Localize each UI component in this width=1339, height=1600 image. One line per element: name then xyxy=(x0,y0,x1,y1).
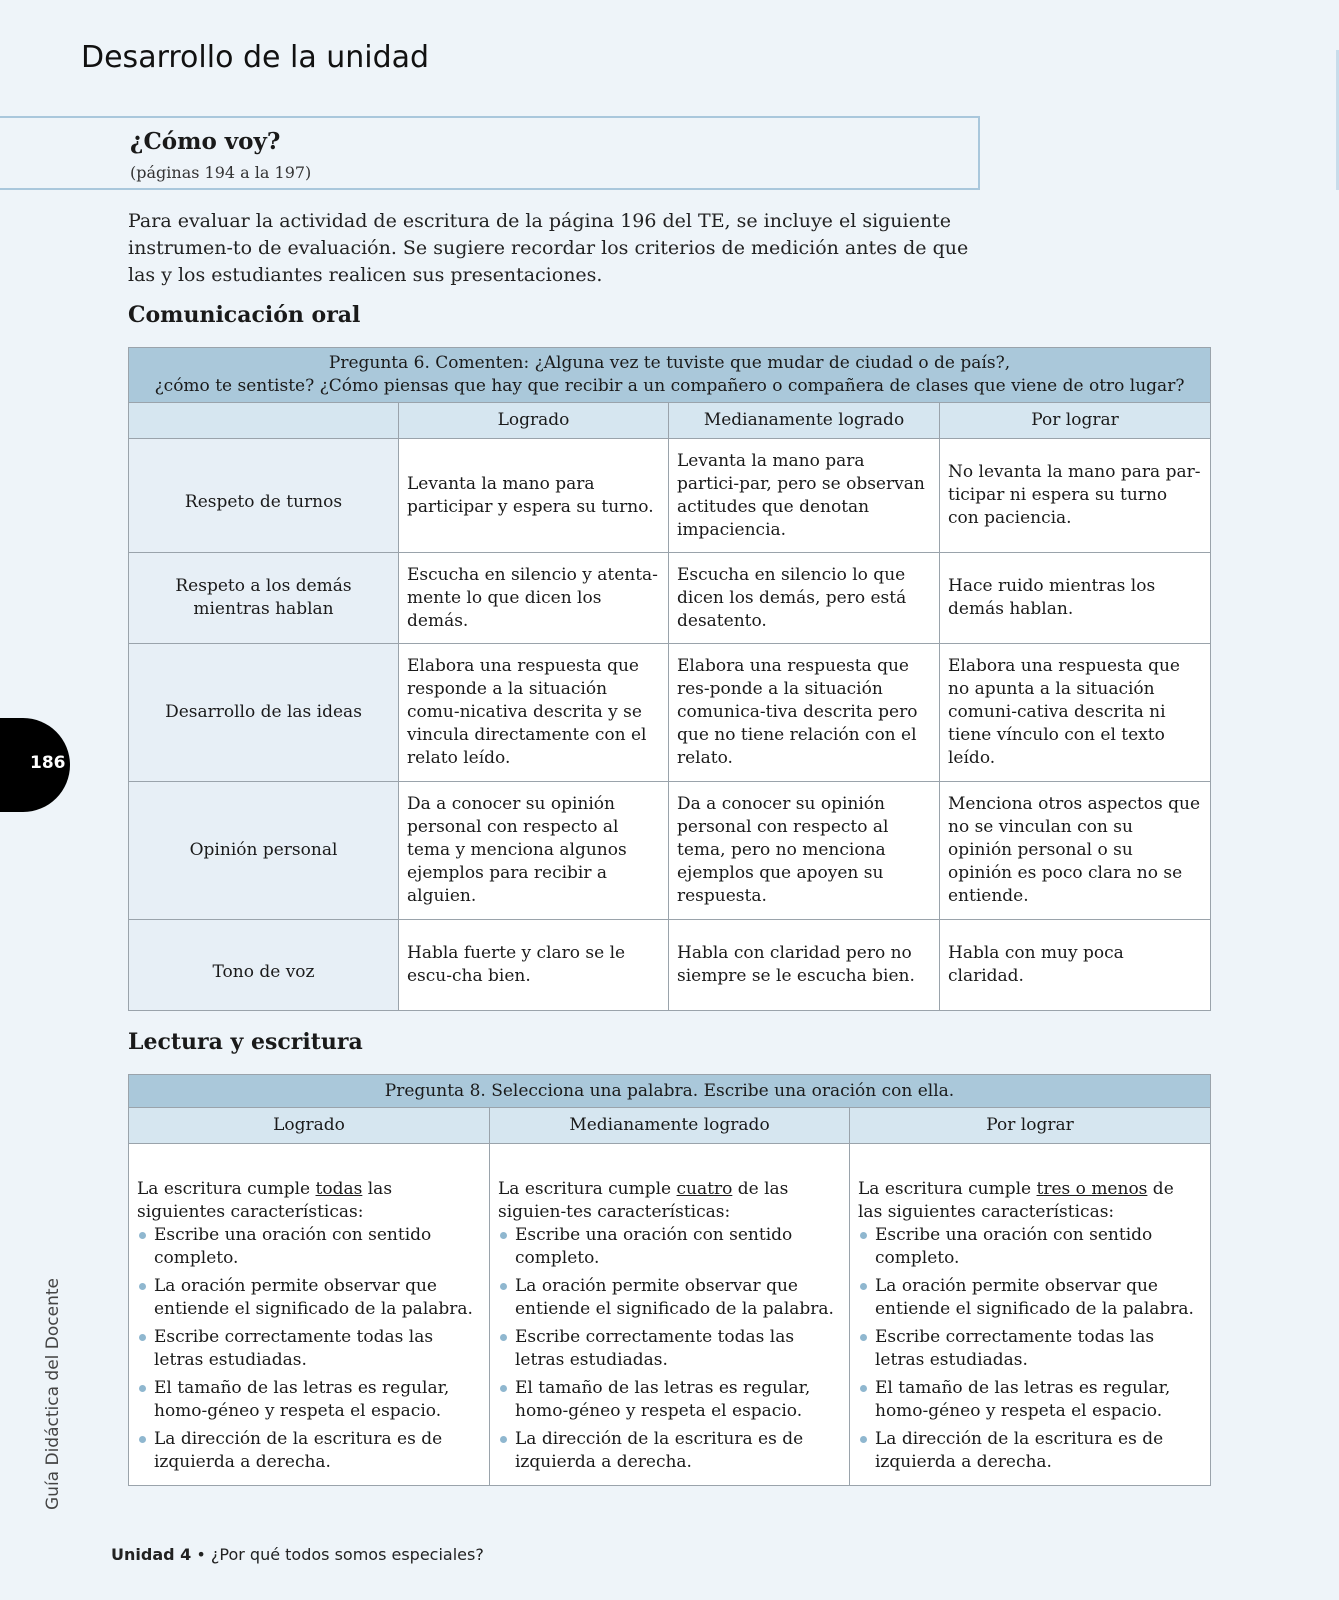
section-heading: ¿Cómo voy? xyxy=(130,128,281,155)
criterion-cell: Opinión personal xyxy=(129,782,399,920)
footer-unit: Unidad 4 xyxy=(111,1545,192,1564)
table-row xyxy=(129,782,1211,920)
por-lograr-cell: Hace ruido mientras los demás hablan. xyxy=(940,553,1211,644)
writing-por-lograr-cell xyxy=(850,1144,1211,1486)
list-item: Escribe correctamente todas las letras estudiadas. xyxy=(858,1326,1202,1372)
oral-column-headers xyxy=(129,403,1211,439)
oral-col-empty xyxy=(129,403,399,439)
oral-question: Pregunta 6. Comenten: ¿Alguna vez te tuviste que mudar de ciudad o de país?, ¿cómo te sentiste? ¿Cómo piensas que hay que recibir a un compañero o compañera de clases que viene de otro lugar? xyxy=(129,348,1211,403)
list-item: Escribe una oración con sentido completo. xyxy=(858,1224,1202,1270)
writing-logrado-cell xyxy=(129,1144,490,1486)
table-row xyxy=(129,644,1211,782)
list-item: La oración permite observar que entiende el significado de la palabra. xyxy=(858,1275,1202,1321)
criterion-cell: Desarrollo de las ideas xyxy=(129,644,399,782)
medianamente-cell: Escucha en silencio lo que dicen los demás, pero está desatento. xyxy=(669,553,940,644)
writing-column-headers xyxy=(129,1108,1211,1144)
logrado-cell: Escucha en silencio y atenta-mente lo que dicen los demás. xyxy=(399,553,669,644)
writing-question-row xyxy=(129,1075,1211,1108)
table-row xyxy=(129,439,1211,553)
por-lograr-cell: Habla con muy poca claridad. xyxy=(940,920,1211,1011)
list-item: La oración permite observar que entiende el significado de la palabra. xyxy=(137,1275,481,1321)
medianamente-cell: Habla con claridad pero no siempre se le escucha bien. xyxy=(669,920,940,1011)
oral-col-logrado: Logrado xyxy=(399,403,669,439)
table-row xyxy=(129,553,1211,644)
oral-col-medianamente: Medianamente logrado xyxy=(669,403,940,439)
oral-col-por-lograr: Por lograr xyxy=(940,403,1211,439)
writing-col-medianamente: Medianamente logrado xyxy=(490,1108,850,1144)
medianamente-cell: Levanta la mano para partici-par, pero se observan actitudes que denotan impaciencia. xyxy=(669,439,940,553)
medianamente-cell: Da a conocer su opinión personal con respecto al tema, pero no menciona ejemplos que apoyen su respuesta. xyxy=(669,782,940,920)
list-item: El tamaño de las letras es regular, homo-géneo y respeta el espacio. xyxy=(858,1377,1202,1423)
list-item: La dirección de la escritura es de izquierda a derecha. xyxy=(498,1428,841,1474)
medianamente-cell: Elabora una respuesta que res-ponde a la situación comunica-tiva descrita pero que no tiene relación con el relato. xyxy=(669,644,940,782)
table-row xyxy=(129,1144,1211,1486)
list-item: Escribe una oración con sentido completo. xyxy=(498,1224,841,1270)
list-item: La dirección de la escritura es de izquierda a derecha. xyxy=(858,1428,1202,1474)
section-subheading: (páginas 194 a la 197) xyxy=(130,163,312,182)
writing-rubric-table xyxy=(128,1074,1211,1486)
table-row xyxy=(129,920,1211,1011)
writing-intro: La escritura cumple tres o menos de las siguientes características: xyxy=(858,1179,1174,1222)
criterion-cell: Tono de voz xyxy=(129,920,399,1011)
intro-paragraph: Para evaluar la actividad de escritura de la página 196 del TE, se incluye el siguiente instrumen-to de evaluación. Se sugiere recordar los criterios de medición antes de que las y los estudiantes realicen sus presentaciones. xyxy=(128,210,969,286)
section-header-box xyxy=(0,116,980,190)
footer-separator: • xyxy=(191,1545,211,1564)
criteria-list xyxy=(498,1224,841,1474)
footer xyxy=(111,1545,484,1564)
list-item: Escribe una oración con sentido completo. xyxy=(137,1224,481,1270)
page-title: Desarrollo de la unidad xyxy=(81,40,430,75)
logrado-cell: Da a conocer su opinión personal con respecto al tema y menciona algunos ejemplos para recibir a alguien. xyxy=(399,782,669,920)
por-lograr-cell: No levanta la mano para par-ticipar ni espera su turno con paciencia. xyxy=(940,439,1211,553)
page-number: 186 xyxy=(30,753,66,773)
por-lograr-cell: Elabora una respuesta que no apunta a la situación comuni-cativa descrita ni tiene vínculo con el texto leído. xyxy=(940,644,1211,782)
criterion-cell: Respeto de turnos xyxy=(129,439,399,553)
writing-intro: La escritura cumple cuatro de las siguien-tes características: xyxy=(498,1179,789,1222)
criteria-list xyxy=(858,1224,1202,1474)
list-item: La dirección de la escritura es de izquierda a derecha. xyxy=(137,1428,481,1474)
writing-medianamente-cell xyxy=(490,1144,850,1486)
oral-rubric-table xyxy=(128,347,1211,1011)
writing-heading: Lectura y escritura xyxy=(128,1029,363,1055)
logrado-cell: Habla fuerte y claro se le escu-cha bien. xyxy=(399,920,669,1011)
writing-question: Pregunta 8. Selecciona una palabra. Escribe una oración con ella. xyxy=(129,1075,1211,1108)
logrado-cell: Levanta la mano para participar y espera su turno. xyxy=(399,439,669,553)
list-item: Escribe correctamente todas las letras estudiadas. xyxy=(137,1326,481,1372)
writing-intro: La escritura cumple todas las siguientes características: xyxy=(137,1179,393,1222)
oral-question-row xyxy=(129,348,1211,403)
por-lograr-cell: Menciona otros aspectos que no se vinculan con su opinión personal o su opinión es poco clara no se entiende. xyxy=(940,782,1211,920)
footer-title: ¿Por qué todos somos especiales? xyxy=(210,1545,484,1564)
list-item: El tamaño de las letras es regular, homo-géneo y respeta el espacio. xyxy=(498,1377,841,1423)
list-item: La oración permite observar que entiende el significado de la palabra. xyxy=(498,1275,841,1321)
writing-col-logrado: Logrado xyxy=(129,1108,490,1144)
page-number-tab xyxy=(0,718,70,812)
oral-heading: Comunicación oral xyxy=(128,302,361,328)
logrado-cell: Elabora una respuesta que responde a la situación comu-nicativa descrita y se vincula directamente con el relato leído. xyxy=(399,644,669,782)
criterion-cell: Respeto a los demás mientras hablan xyxy=(129,553,399,644)
writing-col-por-lograr: Por lograr xyxy=(850,1108,1211,1144)
side-label: Guía Didáctica del Docente xyxy=(43,1278,63,1510)
criteria-list xyxy=(137,1224,481,1474)
list-item: Escribe correctamente todas las letras estudiadas. xyxy=(498,1326,841,1372)
list-item: El tamaño de las letras es regular, homo-géneo y respeta el espacio. xyxy=(137,1377,481,1423)
